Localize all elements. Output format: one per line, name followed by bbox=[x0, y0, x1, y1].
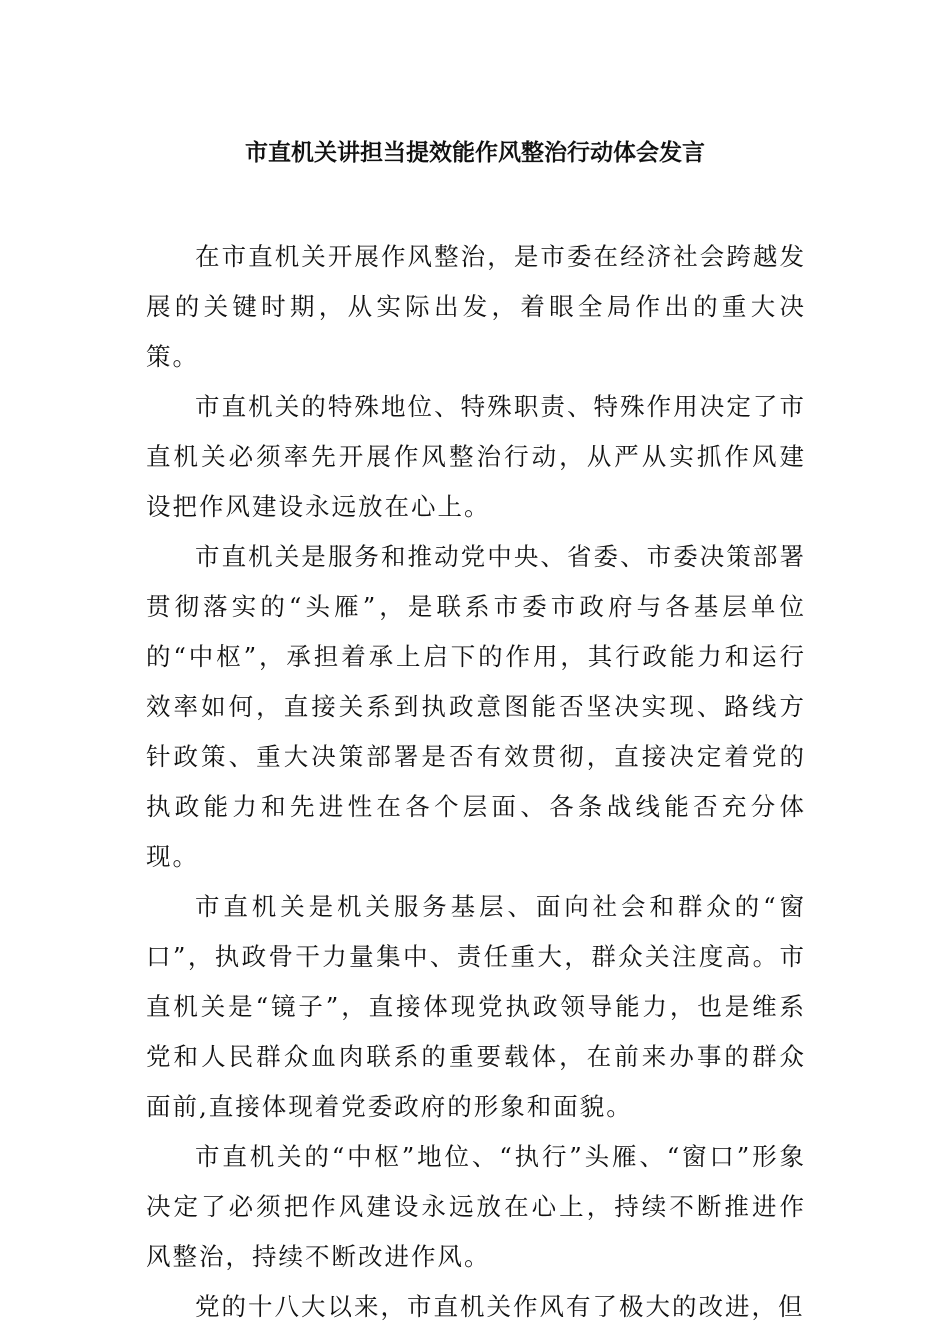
document-title: 市直机关讲担当提效能作风整治行动体会发言 bbox=[245, 140, 705, 166]
paragraph: 市直机关的特殊地位、特殊职责、特殊作用决定了市直机关必须率先开展作风整治行动，从严从实抓作风建设把作风建设永远放在心上。 bbox=[146, 392, 806, 521]
document-body bbox=[146, 232, 806, 1332]
paragraph: 党的十八大以来，市直机关作风有了极大的改进，但 bbox=[195, 1292, 805, 1321]
paragraph: 市直机关是服务和推动党中央、省委、市委决策部署贯彻落实的“头雁”，是联系市委市政府与各基层单位的“中枢”，承担着承上启下的作用，其行政能力和运行效率如何，直接关系到执政意图能否坚决实现、路线方针政策、重大决策部署是否有效贯彻，直接决定着党的执政能力和先进性在各个层面、各条战线能否充分体现。 bbox=[146, 542, 806, 871]
paragraph: 市直机关是机关服务基层、面向社会和群众的“窗口”，执政骨干力量集中、责任重大，群众关注度高。市直机关是“镜子”，直接体现党执政领导能力，也是维系党和人民群众血肉联系的重要载体，在前来办事的群众面前,直接体现着党委政府的形象和面貌。 bbox=[146, 892, 806, 1121]
paragraph: 市直机关的“中枢”地位、“执行”头雁、“窗口”形象决定了必须把作风建设永远放在心上，持续不断推进作风整治，持续不断改进作风。 bbox=[146, 1142, 806, 1271]
paragraph: 在市直机关开展作风整治，是市委在经济社会跨越发展的关键时期，从实际出发，着眼全局作出的重大决策。 bbox=[146, 242, 806, 371]
